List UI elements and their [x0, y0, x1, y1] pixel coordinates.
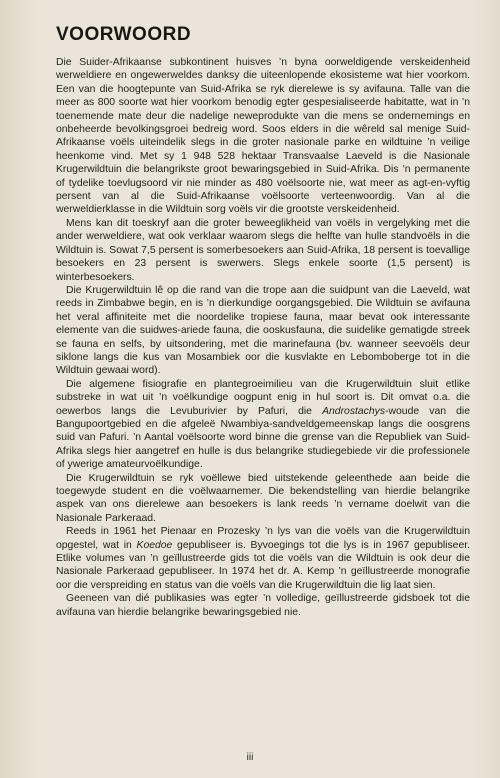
page-title: VOORWOORD — [56, 24, 192, 45]
paragraph-5: Die Krugerwildtuin se ryk voëllewe bied uitstekende geleenthede aan beide die toegewyde student en die voëlwaarnemer. Die bekendstelling van hierdie belangrike aspek van ons dierelewe aan besoekers is lank reeds ’n vername doelwit van die Nasionale Parkeraad. — [56, 472, 470, 524]
paragraph-3: Die Krugerwildtuin lê op die rand van die trope aan die suidpunt van die Laeveld, wat reeds in Zimbabwe begin, en is ’n dierkundige oorgangsgebied. Die Wildtuin se avifauna het veral affiniteite met die noordelike tropiese fauna, maar bevat ook interessante elemente van die suidwes-ariede fauna, die ooskusfauna, die suidelike gematigde streek se fauna en selfs, by uitsondering, met die marinefauna (bv. wanneer seevoëls deur siklone langs die kus van Mosambiek oor die kusvlakte en Lebomboberge tot in die Wildtuin gewaai word). — [56, 284, 470, 377]
paragraph-6: Reeds in 1961 het Pienaar en Prozesky ’n lys van die voëls van die Krugerwildtuin opgestel, wat in Koedoe gepubliseer is. Byvoegings tot die lys is in 1967 gepubliseer. Etlike volumes van ’n geïllustreerde gids tot die voëls van die Wildtuin is ook deur die Nasionale Parkeraad gepubliseer. In 1974 het dr. A. Kemp ’n geïllustreerde monografie oor die verspreiding en status van die voëls van die Krugerwildtuin die lig laat sien. — [56, 526, 470, 591]
page-number: iii — [246, 752, 254, 763]
paragraph-2: Mens kan dit toeskryf aan die groter beweeglikheid van voëls in vergelyking met die ander werweldiere, wat ook verklaar waarom slegs die helfte van hulle standvoëls in die Wildtuin is. Sowat 7,5 persent is somerbesoekers aan Suid-Afrika, 18 persent is toevallige besoekers en 23 persent is swerwers. Slegs enkele soorte (1,5 persent) is winterbesoekers. — [56, 217, 470, 283]
paragraph-7: Geeneen van dié publikasies was egter ’n volledige, geïllustreerde gidsboek tot die avifauna van hierdie belangrike bewaringsgebied nie. — [56, 593, 470, 618]
paragraph-1: Die Suider-Afrikaanse subkontinent huisves ’n byna oorweldigende verskeidenheid werweldiere en ongewerweldes danksy die uiteenlopende ekosisteme wat hier voorkom. Een van die hoogtepunte van Suid-Afrika se ryk dierelewe is sy avifauna. Talle van die meer as 800 soorte wat hier voorkom benodig egter gespesialiseerde habitatte, wat in ’n toenemende mate deur die nadelige neweprodukte van die mens se ondernemings en onbeheerde bevolkingsgroei bedreig word. Soos elders in die wêreld sal menige Suid-Afrikaanse voëls uiteindelik slegs in die groter nasionale parke en wildtuine ’n veilige heenkome vind. Met sy 1 948 528 hektaar Transvaalse Laeveld is die Nasionale Krugerwildtuin die belangrikste groot bewaringsgebied in Suid-Afrika. Dis ’n permanente of tydelike toevlugsoord vir nie minder as 480 voëlsoorte nie, wat meer as agt-en-vyftig persent van al die Suid-Afrikaanse voëlsoorte verteenwoordig. Van al die werweldierklasse in die Wildtuin sorg voëls vir die grootste verskeidenheid. — [56, 57, 470, 216]
paragraph-4: Die algemene fisiografie en plantegroeimilieu van die Krugerwildtuin sluit etlike substreke in wat uit ’n voëlkundige oogpunt enig in hul soort is. Dit omvat o.a. die oewerbos langs die Levuburivier by Pafuri, die Androstachys-woude van die Bangupoortgebied en die afgeleë Nwambiya-sandveldgemeenskap langs die oosgrens suid van Pafuri. ’n Aantal voëlsoorte word binne die grense van die Republiek van Suid-Afrika slegs hier aangetref en hulle is dus belangrike studiegebiede vir die professionele of ywerige amateurvoëlkundige. — [56, 378, 470, 471]
body-text — [56, 56, 470, 619]
